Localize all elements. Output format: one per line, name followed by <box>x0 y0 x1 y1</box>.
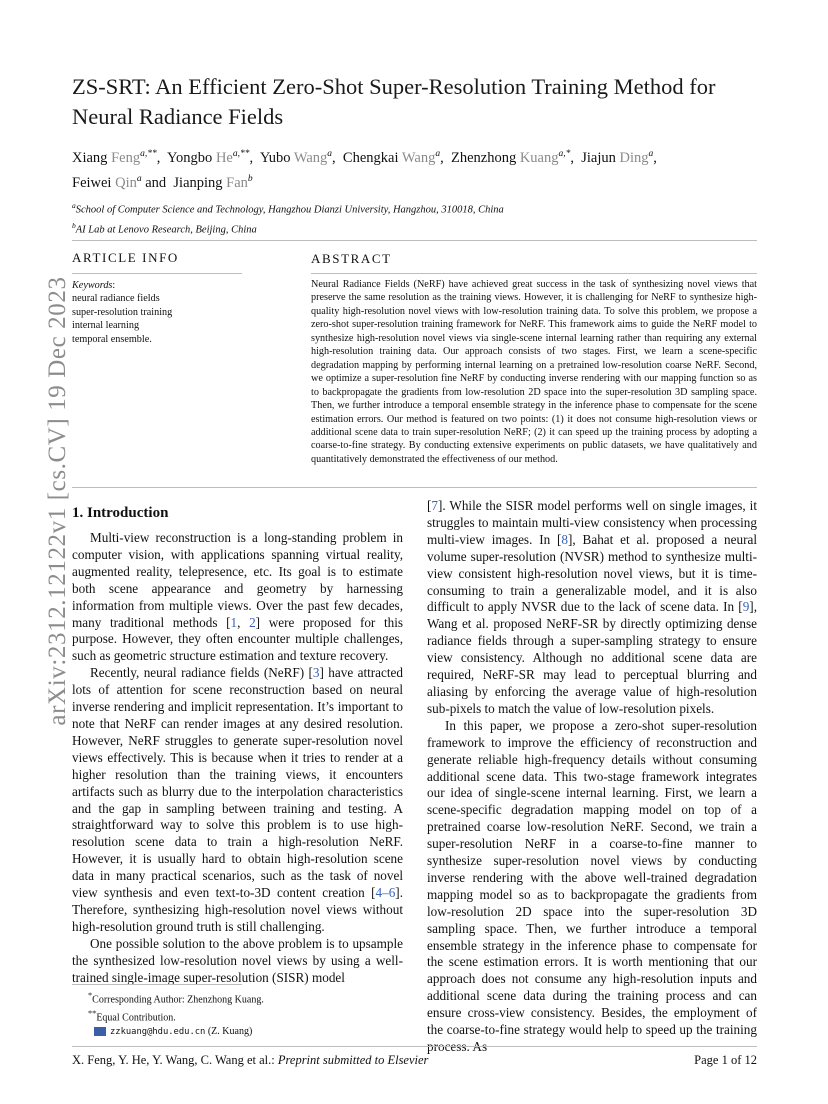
abstract-heading: ABSTRACT <box>311 251 392 266</box>
footnote-email: zzkuang@hdu.edu.cn (Z. Kuang) <box>94 1025 388 1040</box>
affiliations <box>72 198 772 237</box>
author: Zhenzhong Kuang$^{a,*}$ <box>450 149 571 166</box>
section-heading: 1. Introduction <box>72 505 169 521</box>
footnote-equal: **Equal Contribution. <box>88 1008 176 1024</box>
paragraph: In this paper, we propose a zero-shot super-resolution framework to improve the efficiency of reconstruction and generate reliable high-frequency details without consuming additional scene data. This two-stage framework integrates our idea of single-scene internal learning. First, we learn a scene-specific degradation mapping model on top of a pretrained coarse low-resolution NeRF. Second, we train a super-resolution NeRF in a coarse-to-fine manner to synthesize super-resolution novel views by conducting inverse rendering with the above well-trained degradation mapping model so as to backpropagate the gradients from low-resolution 2D space into the super-resolution 3D sampling space. Then, we further introduce a temporal ensemble strategy in the inference phase to compensate for the scene estimation errors. It is worth mentioning that our approach does not consume any high-resolution inputs and additional scene data during the training process and can ensure cross-view consistency. Besides, the employment of the coarse-to-fine strategy would help to speed up the training process. As <box>427 717 757 1054</box>
author: Jianping Fan$^b$ <box>173 173 253 191</box>
citation-link[interactable]: 2 <box>249 614 256 630</box>
citation-link[interactable]: 1 <box>230 614 238 630</box>
keyword: temporal ensemble. <box>72 333 152 345</box>
paragraph: Recently, neural radiance fields (NeRF) [3] have attracted lots of attention for scene reconstruction based on neural inverse rendering and implicit representation. It’s important to note that NeRF can render images at any desired resolution. However, NeRF struggles to generate super-resolution novel views effectively. This is because when it tries to render at a higher resolution than the training views, it encounters artifacts such as blurry due to the interpolation characteristics and the gap in sampling between training and testing. A straightforward way to solve this problem is to use high-resolution scene data to train a high-resolution NeRF. However, it is usually hard to obtain high-resolution scene data in many practical scenarios, such as the task of novel view synthesis and even text-to-3D content creation [4–6]. Therefore, synthesizing high-resolution novel views without high-resolution ground truth is still challenging. <box>72 665 403 934</box>
paper-title: ZS-SRT: An Efficient Zero-Shot Super-Resolution Training Method for Neural Radiance Fields <box>72 74 716 129</box>
divider <box>72 273 242 274</box>
divider <box>72 240 757 241</box>
page-number: Page 1 of 12 <box>694 1053 757 1067</box>
keywords-label: Keywords <box>72 280 113 291</box>
keyword: neural radiance fields <box>72 293 160 305</box>
article-info-heading: ARTICLE INFO <box>72 250 179 265</box>
author: Jiajun Ding$^a$ <box>581 149 654 166</box>
keywords: Keywords: neural radiance fields super-resolution training internal learning temporal ensemble. <box>72 279 242 346</box>
author: Yongbo $He^{a,**}$ <box>167 149 250 166</box>
abstract-text: Neural Radiance Fields (NeRF) have achieved great success in the task of synthesizing novel views that preserve the same resolution as the training views. However, it is challenging for NeRF to synthesize high-quality high-resolution novel views with low-resolution training data. To solve this problem, we propose a zero-shot super-resolution training framework for NeRF. This framework aims to guide the NeRF model to synthesize high-resolution novel views via single-scene internal learning rather than requiring any external high-resolution training data. Our approach consists of two stages. First, we learn a scene-specific degradation mapping by performing internal learning on a pretrained low-resolution coarse NeRF. Second, we optimize a super-resolution fine NeRF by conducting inverse rendering with our mapping function so as to backpropagate the gradients from low-resolution 2D space into the super-resolution 3D sampling space. Then, we further introduce a temporal ensemble strategy in the inference phase to compensate for the scene estimation errors. Our method is featured on two points: (1) it does not consume high-resolution views or additional scene data to train super-resolution NeRF; (2) it can speed up the training process by adopting a coarse-to-fine strategy. By conducting extensive experiments on public datasets, we have qualitatively and quantitatively demonstrated the effectiveness of our method. <box>311 279 757 465</box>
keyword: super-resolution training <box>72 306 173 318</box>
citation-link[interactable]: 4–6 <box>375 885 396 901</box>
author: Yubo Wang$^a$ <box>259 149 333 166</box>
divider <box>311 273 757 274</box>
affiliation: $^b$AI Lab at Lenovo Research, Beijing, China <box>72 220 257 235</box>
paragraph: Multi-view reconstruction is a long-standing problem in computer vision, with applications spanning virtual reality, augmented reality, telepresence, etc. Its goal is to estimate both scene appearance and geometry by harnessing information from multiple views. Over the past few decades, many traditional methods [1, 2] were proposed for this purpose. However, they often encounter multiple challenges, such as geometric structure estimation and texture recovery. <box>72 530 404 664</box>
footnote-rule <box>72 984 242 985</box>
page-footer <box>72 1053 757 1068</box>
keyword: internal learning <box>72 320 140 332</box>
footnote-corresponding: *Corresponding Author: Zhenzhong Kuang. <box>88 991 264 1006</box>
author: Feiwei Qin$^a$ <box>72 173 142 191</box>
email-link[interactable]: zzkuang@hdu.edu.cn <box>110 1026 206 1037</box>
citation-link[interactable]: 3 <box>312 665 320 681</box>
divider <box>72 487 757 488</box>
arxiv-id: arXiv:2312.12122v1 [cs.CV] 19 Dec 2023 <box>44 276 71 726</box>
arxiv-stamp <box>40 276 76 726</box>
right-column <box>427 498 757 1056</box>
citation-link[interactable]: 8 <box>561 531 569 547</box>
footnotes <box>88 989 388 1039</box>
footer-venue: Preprint submitted to Elsevier <box>277 1053 429 1067</box>
footer-authors: X. Feng, Y. He, Y. Wang, C. Wang et al.: <box>72 1053 275 1067</box>
affiliation: $^a$School of Computer Science and Technology, Hangzhou Dianzi University, Hangzhou, 310018, China <box>72 201 504 216</box>
envelope-icon <box>94 1027 106 1036</box>
citation-link[interactable]: 9 <box>742 599 750 615</box>
left-column <box>72 530 403 986</box>
author: Chengkai Wang$^a$ <box>342 149 441 166</box>
author-list: Xiang Feng$^{a,**}$, Yongbo $He^{a,**}$, Yubo Wang$^a$, Chengkai Wang$^a$, Zhenzhong Kuang$^{a,*}$, Jiajun Ding$^a$, Feiwei Qin$^a$ and Jianping Fan$^b$ <box>72 149 657 191</box>
divider <box>72 1046 757 1047</box>
citation-link[interactable]: 7 <box>431 498 438 513</box>
paragraph: One possible solution to the above problem is to upsample the synthesized low-resolution novel views by using a well-trained single-image super-resolution (SISR) model <box>72 935 403 985</box>
paragraph: [7]. While the SISR model performs well on single images, it struggles to maintain multi-view consistency when processing multi-view images. In [8], Bahat et al. proposed a neural volume super-resolution (NVSR) method to synthesize multi-view consistent high-resolution novel views, but it is time-consuming to train a generalizable model, and it is also difficult to apply NVSR due to the lack of scene data. In [9], Wang et al. proposed NeRF-SR by directly optimizing dense radiance fields through a super-sampling strategy to ensure view consistency. Although no additional scene data are required, NeRF-SR may lead to perceptual blurring and aliasing by enforcing the average value of high-resolution sub-pixels to match the value of low-resolution pixels. <box>427 498 757 716</box>
author: Xiang Feng$^{a,**}$ <box>72 149 157 166</box>
